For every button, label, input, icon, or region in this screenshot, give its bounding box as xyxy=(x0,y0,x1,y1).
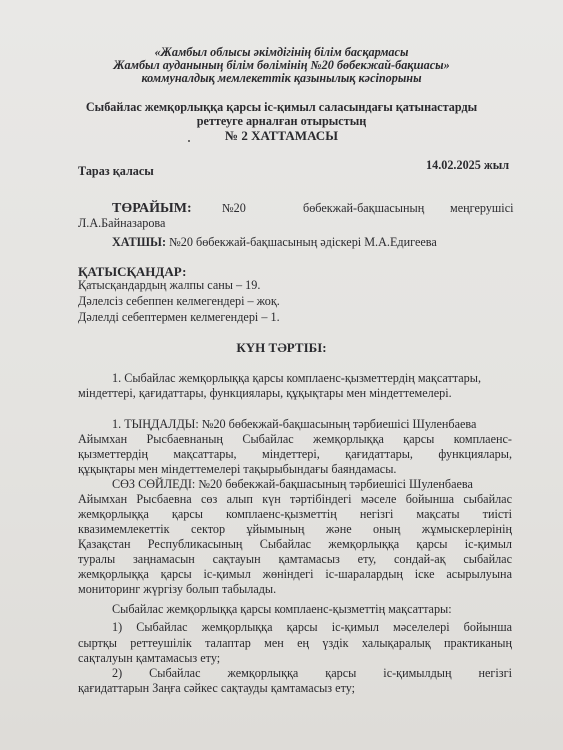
spoke-line-2: Айымхан Рысбаевна сөз алып күн тәртібіндегі мәселе бойынша сыбайлас xyxy=(78,492,512,506)
secretary-line xyxy=(112,235,437,250)
spoke-line-6: туралы заңнамасын сақтауын қамтамасыз ету, сондай-ақ сыбайлас xyxy=(78,552,512,566)
goal-2-line-1: 2) Сыбайлас жемқорлыққа қарсы іс-қимылдың негізгі xyxy=(112,666,512,680)
chair-word-3: меңгерушісі xyxy=(450,201,514,215)
chair-name: Л.А.Байназарова xyxy=(78,216,166,230)
chair-word-2: бөбекжай-бақшасының xyxy=(303,201,425,215)
agenda-item-1-line-1: 1. Сыбайлас жемқорлыққа қарсы комплаенс-қызметтердің мақсаттары, xyxy=(112,371,482,385)
place: Тараз қаласы xyxy=(78,164,154,178)
header-line-2: Жамбыл ауданының білім бөлімінің №20 бөбекжай-бақшасы» xyxy=(113,58,450,72)
goal-1-line-1: 1) Сыбайлас жемқорлыққа қарсы іс-қимыл мәселелері бойынша xyxy=(112,620,512,634)
secretary-label: ХАТШЫ: xyxy=(112,235,167,249)
spoke-line-7: жемқорлыққа қарсы іс-қимыл жөніндегі іс-шаралардың іске асырылуына xyxy=(78,567,512,581)
spoke-line-3: жемқорлыққа қарсы комплаенс-қызметтің негізгі мақсаты тиісті xyxy=(78,507,512,521)
spoke-line-8: мониторинг жүргізу болып табылады. xyxy=(78,582,277,596)
participants-label: ҚАТЫСҚАНДАР: xyxy=(78,264,187,279)
date: 14.02.2025 жыл xyxy=(426,158,510,172)
goal-1-line-2: сыртқы реттеушілік талаптар мен ең үздік халықаралық практиканың xyxy=(78,636,512,650)
title-line-2: реттеуге арналған отырыстың xyxy=(196,114,367,128)
header-line-1: «Жамбыл облысы әкімдігінің білім басқармасы xyxy=(154,45,409,59)
header-line-3: коммуналдық мемлекеттік қазынылық кәсіпорыны xyxy=(141,71,422,85)
chair-word-1: №20 xyxy=(222,201,246,215)
heard-line-4: құқықтары мен міндеттемелері тақырыбындағы баяндамасы. xyxy=(78,462,397,476)
agenda-label: КҮН ТӘРТІБІ: xyxy=(236,340,327,355)
participants-with-reason: Дәлелді себептермен келмегендері – 1. xyxy=(78,310,280,324)
spoke-line-4: квазимемлекеттік сектор ұйымының және оның жұмыскерлерінің xyxy=(78,522,512,536)
heard-line-2: Айымхан Рысбаевнаның Сыбайлас жемқорлыққа қарсы комплаенс- xyxy=(78,432,512,446)
title-line-3: № 2 ХАТТАМАСЫ xyxy=(225,128,338,143)
chair-label: ТӨРАЙЫМ: xyxy=(112,201,192,216)
heard-line-1: 1. ТЫҢДАЛДЫ: №20 бөбекжай-бақшасының тәрбиешісі Шуленбаева xyxy=(112,417,477,431)
ink-dot xyxy=(188,140,190,142)
secretary-text: №20 бөбекжай-бақшасының әдіскері М.А.Едигеева xyxy=(169,235,437,249)
goal-1-line-3: сақталуын қамтамасыз ету; xyxy=(78,651,221,665)
title-line-1: Сыбайлас жемқорлыққа қарсы іс-қимыл саласындағы қатынастарды xyxy=(85,100,478,114)
heard-line-3: қызметтердің мақсаттары, міндеттері, қағидаттары, функциялары, xyxy=(78,447,512,461)
spoke-line-1: СӨЗ СӨЙЛЕДІ: №20 бөбекжай-бақшасының тәрбиешісі Шуленбаева xyxy=(112,477,473,491)
agenda-item-1-line-2: міндеттері, қағидаттары, функциялары, құқықтары мен міндеттемелері. xyxy=(78,386,452,400)
participants-no-reason: Дәлелсіз себеппен келмегендері – жоқ. xyxy=(78,294,280,308)
goal-2-line-2: қағидаттарын Заңға сәйкес сақтауды қамтамасыз ету; xyxy=(78,681,356,695)
goals-intro: Сыбайлас жемқорлыққа қарсы комплаенс-қызметтің мақсаттары: xyxy=(112,602,452,616)
participants-total: Қатысқандардың жалпы саны – 19. xyxy=(78,278,261,292)
spoke-line-5: Қазақстан Республикасының Сыбайлас жемқорлыққа қарсы іс-қимыл xyxy=(78,537,512,551)
